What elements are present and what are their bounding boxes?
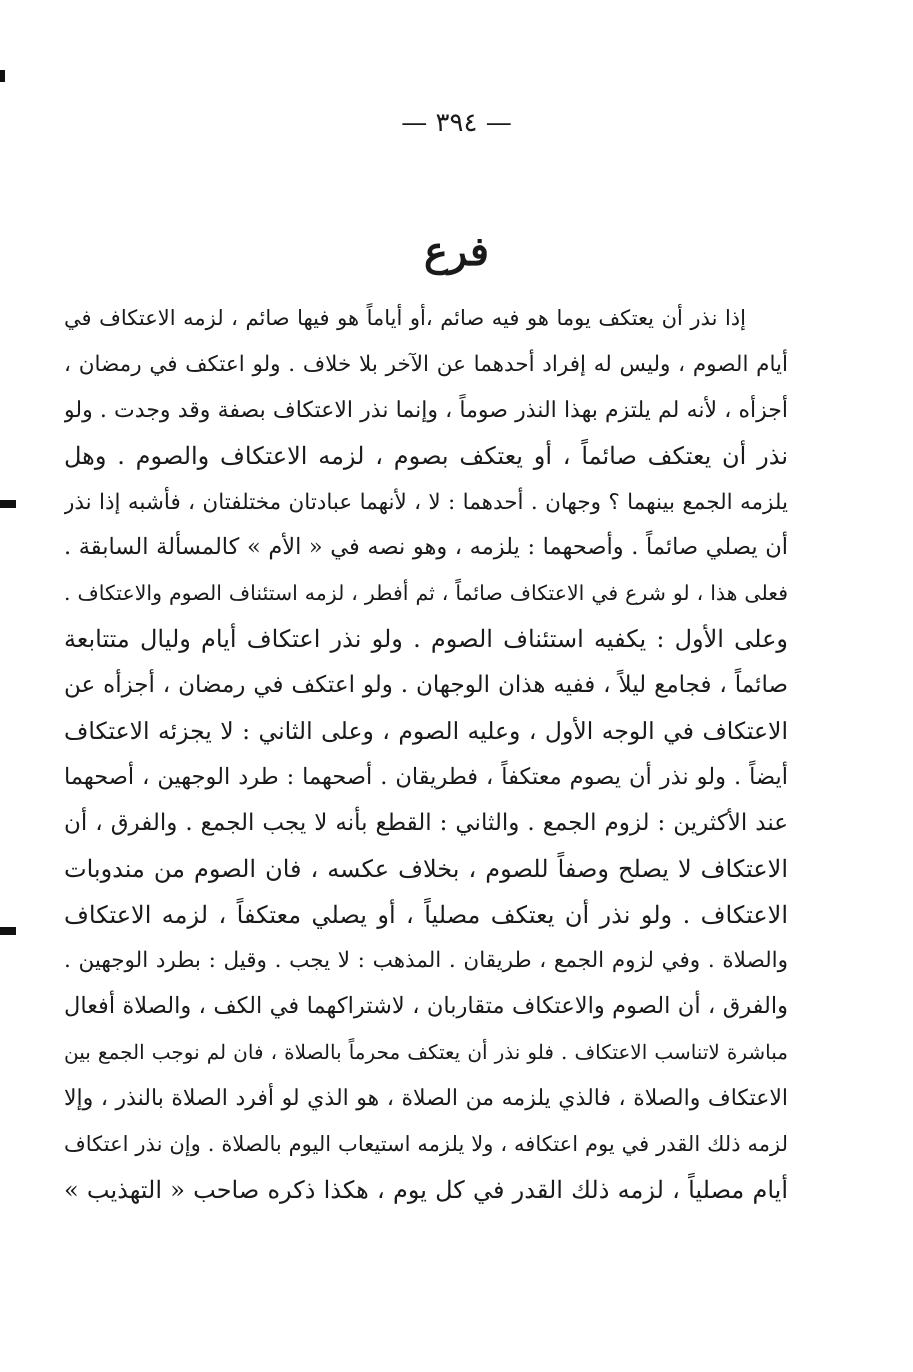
text-line: عند الأكثرين : لزوم الجمع . والثاني : القطع بأنه لا يجب الجمع . والفرق ، أن: [64, 809, 788, 836]
text-line: أيام مصلياً ، لزمه ذلك القدر في كل يوم ، هكذا ذكره صاحب « التهذيب »: [64, 1175, 788, 1204]
text-line: صائماً ، فجامع ليلاً ، ففيه هذان الوجهان . ولو اعتكف في رمضان ، أجزأه عن: [64, 672, 788, 699]
text-line: الاعتكاف . ولو نذر أن يعتكف مصلياً ، أو يصلي معتكفاً ، لزمه الاعتكاف: [64, 900, 788, 929]
text-line: لزمه ذلك القدر في يوم اعتكافه ، ولا يلزمه استيعاب اليوم بالصلاة . وإن نذر اعتكاف: [64, 1132, 788, 1157]
text-line: أيضاً . ولو نذر أن يصوم معتكفاً ، فطريقان . أصحهما : طرد الوجهين ، أصحهما: [64, 763, 788, 790]
text-line: الاعتكاف والصلاة ، فالذي يلزمه من الصلاة ، هو الذي لو أفرد الصلاة بالنذر ، وإلا: [64, 1086, 788, 1112]
section-heading: فرع: [423, 228, 490, 275]
text-line: والفرق ، أن الصوم والاعتكاف متقاربان ، لاشتراكهما في الكف ، والصلاة أفعال: [64, 993, 788, 1020]
text-line: إذا نذر أن يعتكف يوما هو فيه صائم ،أو أياماً هو فيها صائم ، لزمه الاعتكاف في: [64, 306, 746, 330]
text-line: أجزأه ، لأنه لم يلتزم بهذا النذر صوماً ، وإنما نذر الاعتكاف بصفة وقد وجدت . ولو: [64, 397, 788, 423]
text-line: وعلى الأول : يكفيه استئناف الصوم . ولو نذر اعتكاف أيام وليال متتابعة: [64, 625, 788, 654]
text-line: الاعتكاف لا يصلح وصفاً للصوم ، بخلاف عكسه ، فان الصوم من مندوبات: [64, 854, 788, 883]
page-number: — ٣٩٤ —: [401, 108, 512, 138]
margin-ink-mark: [0, 500, 16, 508]
text-line: يلزمه الجمع بينهما ؟ وجهان . أحدهما : لا ، لأنهما عبادتان مختلفتان ، فأشبه إذا نذر: [64, 489, 788, 515]
text-line: فعلى هذا ، لو شرع في الاعتكاف صائماً ، ثم أفطر ، لزمه استئناف الصوم والاعتكاف .: [64, 581, 788, 606]
text-line: نذر أن يعتكف صائماً ، أو يعتكف بصوم ، لزمه الاعتكاف والصوم . وهل: [64, 441, 788, 470]
margin-ink-mark: [0, 927, 16, 935]
text-line: والصلاة . وفي لزوم الجمع ، طريقان . المذهب : لا يجب . وقيل : بطرد الوجهين .: [64, 948, 788, 974]
text-line: مباشرة لاتناسب الاعتكاف . فلو نذر أن يعتكف محرماً بالصلاة ، فان لم نوجب الجمع بين: [64, 1040, 788, 1065]
margin-ink-mark: [0, 70, 5, 82]
text-line: الاعتكاف في الوجه الأول ، وعليه الصوم ، وعلى الثاني : لا يجزئه الاعتكاف: [64, 717, 788, 746]
text-line: أن يصلي صائماً . وأصحهما : يلزمه ، وهو نصه في « الأم » كالمسألة السابقة .: [64, 534, 788, 561]
text-line: أيام الصوم ، وليس له إفراد أحدهما عن الآخر بلا خلاف . ولو اعتكف في رمضان ،: [64, 351, 788, 377]
body-text: [64, 296, 788, 1214]
